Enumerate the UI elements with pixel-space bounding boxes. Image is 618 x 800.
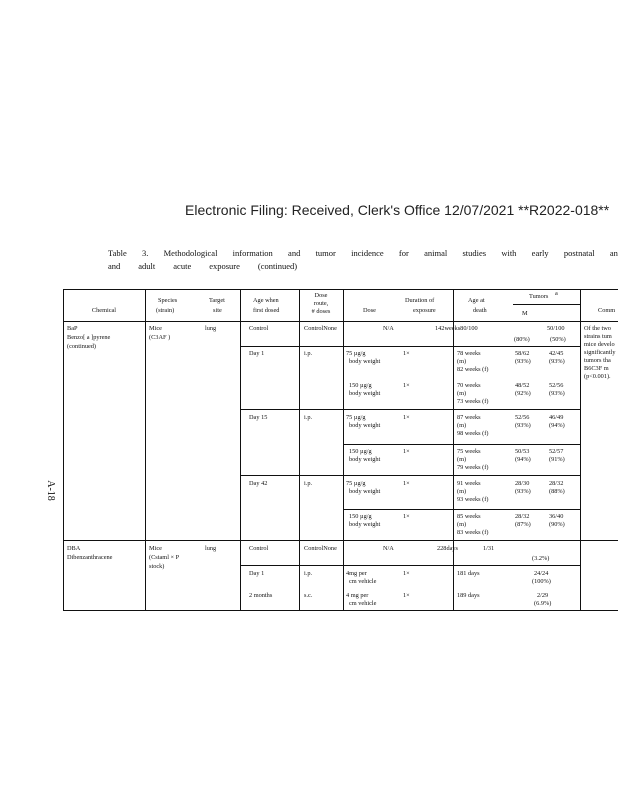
comment-line: (p<0.001). bbox=[584, 373, 611, 380]
tumor-m: 52/56 bbox=[515, 414, 530, 421]
tumor-pct: (3.2%) bbox=[532, 555, 550, 562]
header-species-strain: (strain) bbox=[156, 307, 175, 314]
death-cell: (m) bbox=[457, 422, 467, 429]
death-cell: 91 weeks bbox=[457, 480, 481, 487]
route-cell: ControlNone bbox=[304, 325, 337, 332]
row-rule bbox=[240, 346, 580, 347]
death-cell: 79 weeks (f) bbox=[457, 464, 489, 471]
route-cell: i.p. bbox=[304, 350, 313, 357]
dose-cell: body weight bbox=[349, 488, 381, 495]
dose-cell: body weight bbox=[349, 456, 381, 463]
dose-cell: body weight bbox=[349, 390, 381, 397]
dose-cell: 150 µg/g bbox=[349, 382, 372, 389]
tumors-rule bbox=[513, 304, 580, 305]
tumor-f-pct: (90%) bbox=[549, 521, 565, 528]
comment-line: Of the two bbox=[584, 325, 611, 332]
tumor-m-pct: (87%) bbox=[515, 521, 531, 528]
tumor-m: 48/52 bbox=[515, 382, 530, 389]
species-cell: stock) bbox=[149, 563, 165, 570]
caption-word: incidence bbox=[351, 248, 384, 258]
comment-line: tumors tha bbox=[584, 357, 611, 364]
caption-word: studies bbox=[462, 248, 487, 258]
dose-cell: N/A bbox=[383, 325, 394, 332]
age-cell: Day 1 bbox=[249, 570, 265, 577]
dose-cell: 150 µg/g bbox=[349, 448, 372, 455]
tumor-m: 28/30 bbox=[515, 480, 530, 487]
tumor-pct: (100%) bbox=[532, 578, 551, 585]
death-cell: 98 weeks (f) bbox=[457, 430, 489, 437]
data-table bbox=[63, 289, 618, 612]
death-cell: 82 weeks (f) bbox=[457, 366, 489, 373]
duration-cell: 142weeks80/100 bbox=[435, 325, 478, 332]
dose-cell: N/A bbox=[383, 545, 394, 552]
header-tumors: Tumors bbox=[529, 293, 549, 300]
duration-cell: 1× bbox=[403, 350, 410, 357]
species-cell: (C3AF ) bbox=[149, 334, 171, 341]
table-caption bbox=[108, 247, 618, 273]
death-cell: 83 weeks (f) bbox=[457, 529, 489, 536]
header-age-death-2: death bbox=[473, 307, 487, 314]
row-rule bbox=[63, 540, 618, 541]
age-cell: Day 1 bbox=[249, 350, 265, 357]
route-cell: s.c. bbox=[304, 592, 313, 599]
death-cell: 189 days bbox=[457, 592, 480, 599]
tumor-pct: (6.9%) bbox=[534, 600, 552, 607]
column-divider bbox=[240, 289, 241, 611]
target-cell: lung bbox=[205, 325, 217, 332]
tumor-f-pct: (93%) bbox=[549, 358, 565, 365]
death-cell: 70 weeks bbox=[457, 382, 481, 389]
header-target: Target bbox=[209, 297, 225, 304]
chemical-name: Dibenzanthracene bbox=[67, 554, 113, 561]
death-cell: 73 weeks (f) bbox=[457, 398, 489, 405]
duration-cell: 1× bbox=[403, 592, 410, 599]
tumor-count: 2/29 bbox=[537, 592, 549, 599]
comment-line: significantly bbox=[584, 349, 616, 356]
tumor-f-pct: (50%) bbox=[550, 336, 566, 343]
tumor-f: 42/45 bbox=[549, 350, 564, 357]
tumor-m-pct: (92%) bbox=[515, 390, 531, 397]
header-tumors-mark: a bbox=[555, 290, 558, 297]
tumor-f: 28/32 bbox=[549, 480, 564, 487]
tumor-f: 50/100 bbox=[547, 325, 565, 332]
tumor-f-pct: (94%) bbox=[549, 422, 565, 429]
page-number: A-18 bbox=[44, 480, 56, 501]
chemical-name: DBA bbox=[67, 545, 81, 552]
age-cell: 2 months bbox=[249, 592, 273, 599]
dose-cell: body weight bbox=[349, 422, 381, 429]
column-divider bbox=[145, 289, 146, 611]
death-cell: (m) bbox=[457, 488, 467, 495]
tumor-f-pct: (91%) bbox=[549, 456, 565, 463]
death-cell: 85 weeks bbox=[457, 513, 481, 520]
header-tumors-m: M bbox=[522, 310, 528, 317]
row-rule bbox=[343, 444, 580, 445]
age-cell: Control bbox=[249, 325, 269, 332]
header-age-dosed: first dosed bbox=[253, 307, 280, 314]
caption-word: adult bbox=[138, 261, 156, 271]
duration-cell: 1× bbox=[403, 382, 410, 389]
dose-cell: cm vehicle bbox=[349, 578, 377, 585]
caption-word: 3. bbox=[142, 248, 149, 258]
tumor-m-pct: (93%) bbox=[515, 358, 531, 365]
tumor-m-pct: (93%) bbox=[515, 422, 531, 429]
death-cell: (m) bbox=[457, 358, 467, 365]
death-cell: 93 weeks (f) bbox=[457, 496, 489, 503]
header-route-3: # doses bbox=[311, 308, 331, 315]
species-cell: (Cstaml × P bbox=[149, 554, 180, 561]
duration-cell: 1× bbox=[403, 570, 410, 577]
death-cell: 75 weeks bbox=[457, 448, 481, 455]
column-divider bbox=[580, 289, 581, 611]
tumor-f-pct: (88%) bbox=[549, 488, 565, 495]
column-divider bbox=[343, 289, 344, 611]
death-cell: 78 weeks bbox=[457, 350, 481, 357]
dose-cell: body weight bbox=[349, 521, 381, 528]
tumor-f: 46/49 bbox=[549, 414, 564, 421]
tumor-m: 28/32 bbox=[515, 513, 530, 520]
caption-word: acute bbox=[173, 261, 192, 271]
duration-cell: 228days bbox=[437, 545, 458, 552]
route-cell: i.p. bbox=[304, 414, 313, 421]
caption-line-2 bbox=[108, 260, 618, 273]
duration-cell: 1× bbox=[403, 513, 410, 520]
death-cell: 87 weeks bbox=[457, 414, 481, 421]
death-cell: (m) bbox=[457, 521, 467, 528]
species-cell: Mice bbox=[149, 545, 162, 552]
header-route: Dose bbox=[314, 292, 328, 299]
caption-word: Methodological bbox=[163, 248, 218, 258]
caption-word: an bbox=[609, 248, 618, 258]
death-cell: (m) bbox=[457, 390, 467, 397]
header-rule bbox=[63, 321, 618, 322]
dose-cell: 4 mg per bbox=[346, 592, 369, 599]
tumor-pct: (80%) bbox=[514, 336, 530, 343]
comment-line: strains tum bbox=[584, 333, 612, 340]
tumor-f: 36/40 bbox=[549, 513, 564, 520]
comment-line: mice develo bbox=[584, 341, 615, 348]
duration-cell: 1× bbox=[403, 480, 410, 487]
target-cell: lung bbox=[205, 545, 217, 552]
row-rule bbox=[240, 565, 580, 566]
header-duration-2: exposure bbox=[413, 307, 436, 314]
caption-word: and bbox=[108, 261, 121, 271]
column-divider bbox=[453, 289, 454, 611]
tumor-f-pct: (93%) bbox=[549, 390, 565, 397]
tumor-m: 50/53 bbox=[515, 448, 530, 455]
death-cell: 181 days bbox=[457, 570, 480, 577]
caption-word: (continued) bbox=[257, 261, 298, 271]
caption-word: with bbox=[501, 248, 517, 258]
header-age-death: Age at bbox=[468, 297, 485, 304]
caption-word: and bbox=[288, 248, 301, 258]
age-cell: Control bbox=[249, 545, 269, 552]
filing-stamp: Electronic Filing: Received, Clerk's Office 12/07/2021 **R2022-018** bbox=[185, 202, 610, 218]
route-cell: i.p. bbox=[304, 570, 313, 577]
chemical-name: Benzo[ a ]pyrene bbox=[67, 334, 111, 341]
header-duration: Duration of bbox=[405, 297, 435, 304]
header-chemical: Chemical bbox=[91, 307, 117, 314]
tumor-m-pct: (93%) bbox=[515, 488, 531, 495]
row-rule bbox=[240, 409, 580, 410]
caption-word: postnatal bbox=[563, 248, 595, 258]
route-cell: i.p. bbox=[304, 480, 313, 487]
caption-word: for bbox=[398, 248, 409, 258]
caption-word: exposure bbox=[209, 261, 240, 271]
column-divider bbox=[299, 289, 300, 611]
tumor-f: 52/56 bbox=[549, 382, 564, 389]
row-rule bbox=[343, 509, 580, 510]
caption-word: Table bbox=[108, 248, 127, 258]
chemical-name: BaP bbox=[67, 325, 78, 332]
age-cell: Day 15 bbox=[249, 414, 268, 421]
death-cell: (m) bbox=[457, 456, 467, 463]
tumor-f: 52/57 bbox=[549, 448, 564, 455]
row-rule bbox=[240, 475, 580, 476]
dose-cell: 75 µg/g bbox=[346, 350, 366, 357]
tumor-count: 1/31 bbox=[483, 545, 495, 552]
duration-cell: 1× bbox=[403, 448, 410, 455]
chemical-name: (continued) bbox=[67, 343, 97, 350]
header-route-2: route, bbox=[313, 300, 329, 307]
tumor-m: 58/62 bbox=[515, 350, 530, 357]
route-cell: ControlNone bbox=[304, 545, 337, 552]
dose-cell: 75 µg/g bbox=[346, 414, 366, 421]
dose-cell: 150 µg/g bbox=[349, 513, 372, 520]
tumor-m-pct: (94%) bbox=[515, 456, 531, 463]
header-comments: Comm bbox=[598, 307, 616, 314]
dose-cell: 75 µg/g bbox=[346, 480, 366, 487]
caption-word: early bbox=[531, 248, 549, 258]
duration-cell: 1× bbox=[403, 414, 410, 421]
age-cell: Day 42 bbox=[249, 480, 268, 487]
dose-cell: 4mg per bbox=[346, 570, 367, 577]
dose-cell: cm vehicle bbox=[349, 600, 377, 607]
header-target-site: site bbox=[213, 307, 222, 314]
comment-line: B6C3F m bbox=[584, 365, 609, 372]
caption-line-1 bbox=[108, 247, 618, 260]
caption-word: information bbox=[232, 248, 273, 258]
caption-word: animal bbox=[424, 248, 448, 258]
header-dose: Dose bbox=[363, 307, 376, 314]
species-cell: Mice bbox=[149, 325, 162, 332]
caption-word: tumor bbox=[315, 248, 336, 258]
tumor-count: 24/24 bbox=[534, 570, 549, 577]
header-species: Species bbox=[158, 297, 178, 304]
dose-cell: body weight bbox=[349, 358, 381, 365]
header-age: Age when bbox=[253, 297, 279, 304]
